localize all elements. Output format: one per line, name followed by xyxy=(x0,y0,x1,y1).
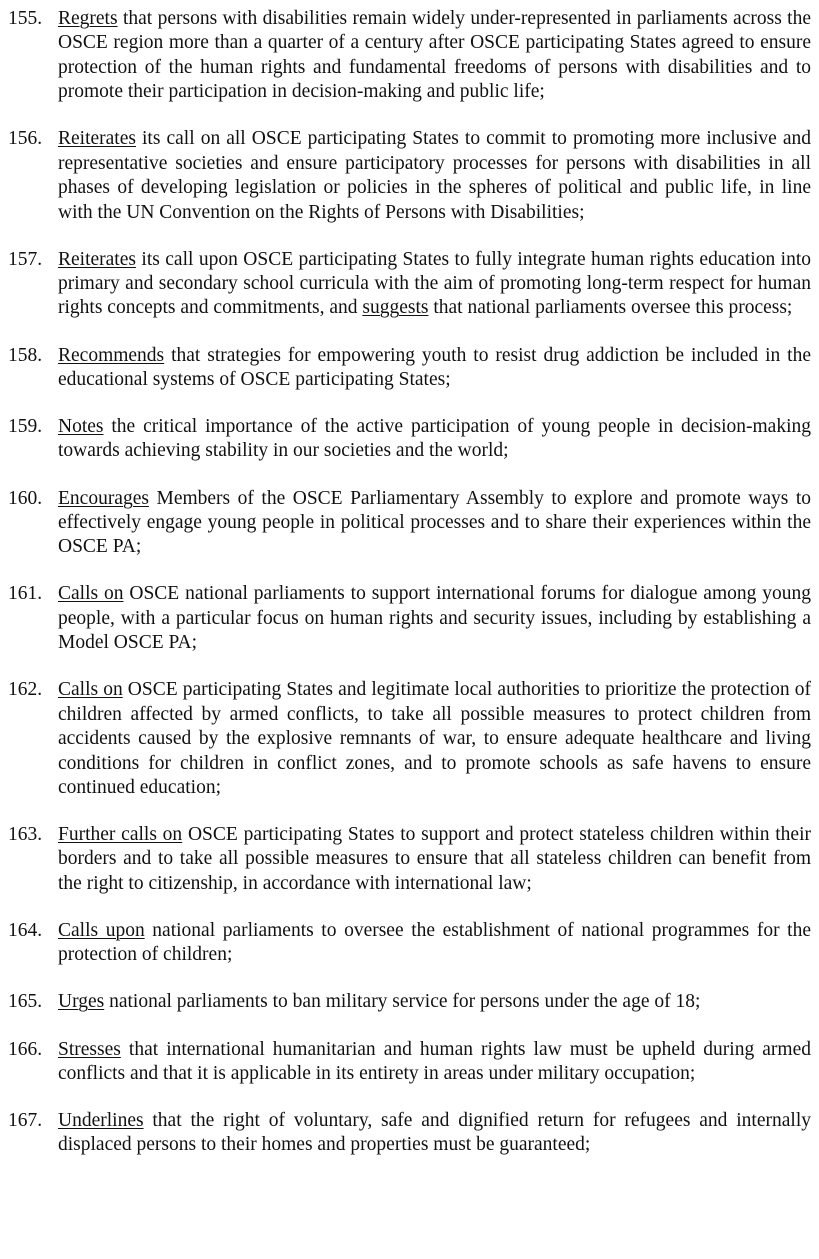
paragraph-167 xyxy=(8,1109,811,1158)
paragraph-text xyxy=(58,344,811,393)
paragraph-body: that international humanitarian and human rights law must be upheld during armed conflicts and that it is applicable in its entirety in areas under military occupation; xyxy=(58,1038,811,1084)
paragraph-155 xyxy=(8,7,811,105)
paragraph-body: its call on all OSCE participating States to commit to promoting more inclusive and representative societies and ensure participatory processes for persons with disabilities in all phases of developing legislation or policies in the spheres of political and public life, in line with the UN Convention on the Rights of Persons with Disabilities; xyxy=(58,128,811,223)
paragraph-keyword: Reiterates xyxy=(58,248,136,270)
paragraph-156 xyxy=(8,127,811,225)
paragraph-text xyxy=(58,823,811,896)
paragraph-text xyxy=(58,248,811,321)
paragraph-text xyxy=(58,919,811,968)
paragraph-keyword: Calls upon xyxy=(58,919,145,941)
paragraph-text xyxy=(58,582,811,655)
paragraph-body: Members of the OSCE Parliamentary Assembly to explore and promote ways to effectively engage young people in political processes and to share their experiences within the OSCE PA; xyxy=(58,487,811,558)
paragraph-keyword: Further calls on xyxy=(58,824,183,846)
paragraph-body: OSCE participating States to support and protect stateless children within their borders and to take all possible measures to ensure that all stateless children can benefit from the right to citizenship, in accordance with international law; xyxy=(58,824,811,894)
paragraph-159 xyxy=(8,415,811,464)
paragraph-166 xyxy=(8,1038,811,1087)
paragraph-number: 155. xyxy=(8,8,43,29)
paragraph-text xyxy=(58,487,811,560)
paragraph-keyword: Calls on xyxy=(58,583,124,605)
paragraph-number: 167. xyxy=(8,1110,43,1132)
paragraph-number: 156. xyxy=(8,128,43,150)
paragraph-keyword: Regrets xyxy=(58,8,118,29)
paragraph-keyword: Stresses xyxy=(58,1038,121,1060)
paragraph-text xyxy=(58,1038,811,1087)
paragraph-number: 162. xyxy=(8,679,43,701)
paragraph-165 xyxy=(8,990,811,1014)
paragraph-text xyxy=(58,415,811,464)
paragraph-body: OSCE national parliaments to support international forums for dialogue among young people, with a particular focus on human rights and security issues, including by establishing a Model OSCE PA; xyxy=(58,583,812,654)
paragraph-number: 158. xyxy=(8,344,43,366)
paragraph-text xyxy=(58,990,811,1014)
paragraph-body: national parliaments to ban military service for persons under the age of 18; xyxy=(104,991,701,1013)
paragraph-text xyxy=(58,127,811,225)
paragraph-number: 166. xyxy=(8,1038,43,1060)
paragraph-161 xyxy=(8,582,811,655)
paragraph-keyword: Underlines xyxy=(58,1110,144,1132)
paragraph-body: that the right of voluntary, safe and dignified return for refugees and internally displaced persons to their homes and properties must be guaranteed; xyxy=(58,1110,811,1156)
paragraph-number: 159. xyxy=(8,416,43,438)
paragraph-162 xyxy=(8,678,811,800)
paragraph-163 xyxy=(8,823,811,896)
paragraph-keyword: Recommends xyxy=(58,344,165,366)
paragraph-text xyxy=(58,1109,811,1158)
paragraph-157 xyxy=(8,248,811,321)
paragraph-number: 163. xyxy=(8,824,43,846)
paragraph-body: the critical importance of the active participation of young people in decision-making towards achieving stability in our societies and the world; xyxy=(58,416,811,462)
paragraph-text xyxy=(58,678,811,800)
paragraph-text xyxy=(58,7,811,105)
paragraph-number: 165. xyxy=(8,991,43,1013)
paragraph-number: 160. xyxy=(8,487,43,509)
paragraph-body: national parliaments to oversee the establishment of national programmes for the protection of children; xyxy=(58,919,812,966)
paragraph-number: 157. xyxy=(8,248,43,270)
paragraph-body: that strategies for empowering youth to resist drug addiction be included in the educational systems of OSCE participating States; xyxy=(58,344,811,390)
paragraph-keyword: Reiterates xyxy=(58,128,136,150)
paragraph-body-continued: that national parliaments oversee this process; xyxy=(428,297,793,319)
paragraph-164 xyxy=(8,919,811,968)
paragraph-keyword: Urges xyxy=(58,991,105,1013)
paragraph-body: that persons with disabilities remain widely under-represented in parliaments across the OSCE region more than a quarter of a century after OSCE participating States agreed to ensure protection of the human rights and fundamental freedoms of persons with disabilities and to promote their participation in decision-making and public life; xyxy=(58,8,811,103)
paragraph-keyword: Calls on xyxy=(58,679,123,701)
paragraph-number: 164. xyxy=(8,919,43,941)
paragraph-number: 161. xyxy=(8,583,43,605)
paragraph-keyword-secondary: suggests xyxy=(362,297,429,319)
paragraph-158 xyxy=(8,344,811,393)
paragraph-keyword: Notes xyxy=(58,416,104,438)
paragraph-keyword: Encourages xyxy=(58,487,149,509)
paragraph-160 xyxy=(8,487,811,560)
paragraph-body: its call upon OSCE participating States to fully integrate human rights education into primary and secondary school curricula with the aim of promoting long-term respect for human rights concepts and commitments, and xyxy=(58,248,811,319)
paragraph-body: OSCE participating States and legitimate local authorities to prioritize the protection of children affected by armed conflicts, to take all possible measures to protect children from accidents caused by the explosive remnants of war, to ensure adequate healthcare and living conditions for children in conflict zones, and to promote schools as safe havens to ensure continued education; xyxy=(58,679,811,798)
